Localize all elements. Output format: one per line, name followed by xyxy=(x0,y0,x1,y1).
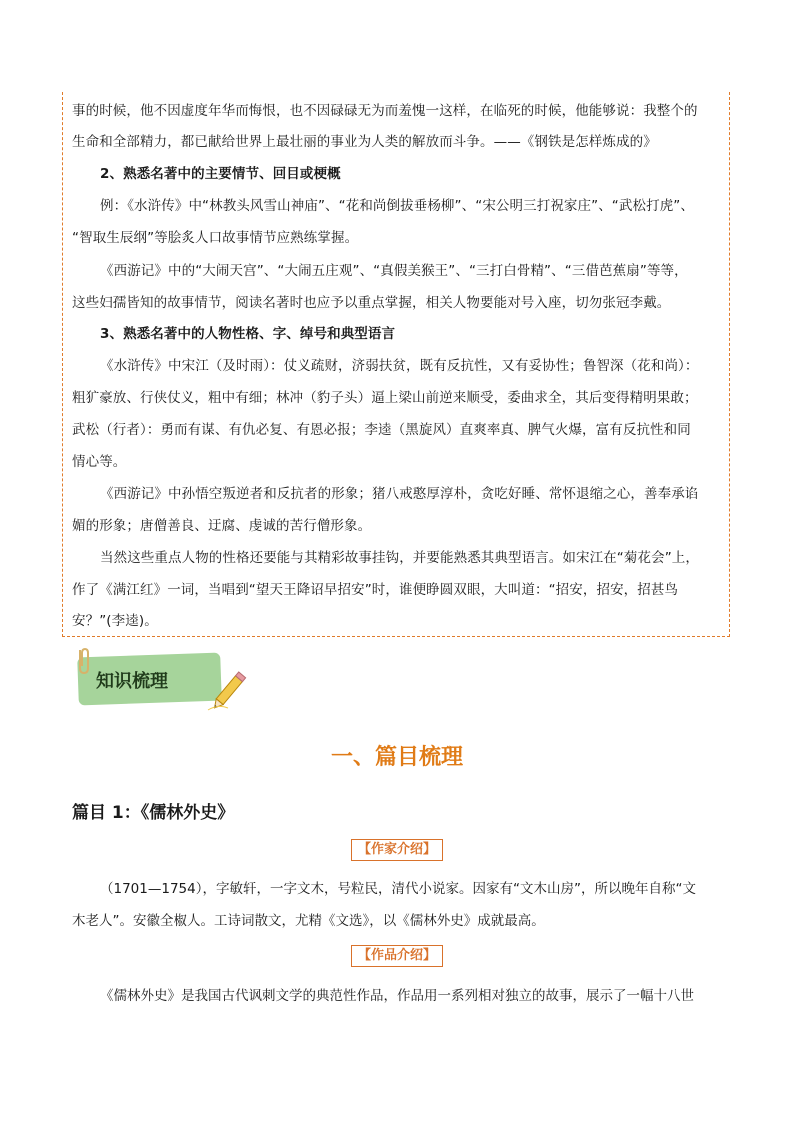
author-intro-label: 作家介绍 xyxy=(370,842,423,857)
box-line-14: 媚的形象；唐僧善良、迂腐、虔诚的苦行僧形象。 xyxy=(72,518,372,534)
box-line-13: 《西游记》中孙悟空叛逆者和反抗者的形象；猪八戒憨厚淳朴，贪吃好睡、常怀退缩之心，善奉承谄 xyxy=(100,486,699,502)
box-line-11: 武松（行者）：勇而有谋、有仇必复、有恩必报；李逵（黑旋风）直爽率真、脾气火爆，富有反抗性和同 xyxy=(72,422,691,438)
paperclip-icon xyxy=(74,646,92,676)
chapter-title: 篇目 1：《儒林外史》 xyxy=(72,803,235,823)
box-line-9: 《水浒传》中宋江（及时雨）：仗义疏财，济弱扶贫，既有反抗性，又有妥协性；鲁智深（花和尚）： xyxy=(100,358,699,374)
box-line-6: 《西游记》中的“大闹天宫”、“大闹五庄观”、“真假美猴王”、“三打白骨精”、“三借芭蕉扇”等等， xyxy=(100,263,688,279)
box-line-7: 这些妇孺皆知的故事情节，阅读名著时也应予以重点掌握，相关人物要能对号入座，切勿张冠李戴。 xyxy=(72,295,671,311)
work-line-1: 《儒林外史》是我国古代讽刺文学的典范性作品，作品用一系列相对独立的故事，展示了一幅十八世 xyxy=(100,988,694,1004)
box-line-4: 例：《水浒传》中“林教头风雪山神庙”、“花和尚倒拔垂杨柳”、“宋公明三打祝家庄”、“武松打虎”、 xyxy=(100,198,694,214)
box-line-2: 生命和全部精力，都已献给世界上最壮丽的事业为人类的解放而斗争。——《钢铁是怎样炼成的》 xyxy=(72,134,657,150)
box-line-1: 事的时候，他不因虚度年华而悔恨，也不因碌碌无为而羞愧一这样，在临死的时候，他能够说：我整个的 xyxy=(72,103,698,119)
section-title: 一、篇目梳理 xyxy=(330,744,463,770)
work-intro-label: 作品介绍 xyxy=(370,948,423,963)
box-line-17: 安？”(李逵)。 xyxy=(72,613,158,629)
box-heading-2: 2、熟悉名著中的主要情节、回目或梗概 xyxy=(100,166,341,182)
author-line-1: （1701—1754），字敏轩，一字文木，号粒民，清代小说家。因家有“文木山房”，所以晚年自称“文 xyxy=(100,881,696,897)
work-intro-tag: 【作品介绍】 xyxy=(0,944,794,967)
box-line-10: 粗犷豪放、行侠仗义，粗中有细；林冲（豹子头）逼上梁山前逆来顺受，委曲求全，其后变得精明果敢； xyxy=(72,390,698,406)
box-line-16: 作了《满江红》一词，当唱到“望天王降诏早招安”时，谁便睁圆双眼，大叫道：“招安，招安，招甚鸟 xyxy=(72,582,679,598)
box-line-15: 当然这些重点人物的性格还要能与其精彩故事挂钩，并要能熟悉其典型语言。如宋江在“菊花会”上， xyxy=(100,550,699,566)
box-line-5: “智取生辰纲”等脍炙人口故事情节应熟练掌握。 xyxy=(72,230,359,246)
banner-label: 知识梳理 xyxy=(96,671,168,692)
knowledge-banner xyxy=(74,652,254,712)
author-line-2: 木老人”。安徽全椒人。工诗词散文，尤精《文选》，以《儒林外史》成就最高。 xyxy=(72,913,545,929)
pencil-icon xyxy=(206,666,256,712)
author-intro-tag: 【作家介绍】 xyxy=(0,838,794,861)
box-heading-3: 3、熟悉名著中的人物性格、字、绰号和典型语言 xyxy=(100,326,396,342)
box-line-12: 情心等。 xyxy=(72,454,127,470)
